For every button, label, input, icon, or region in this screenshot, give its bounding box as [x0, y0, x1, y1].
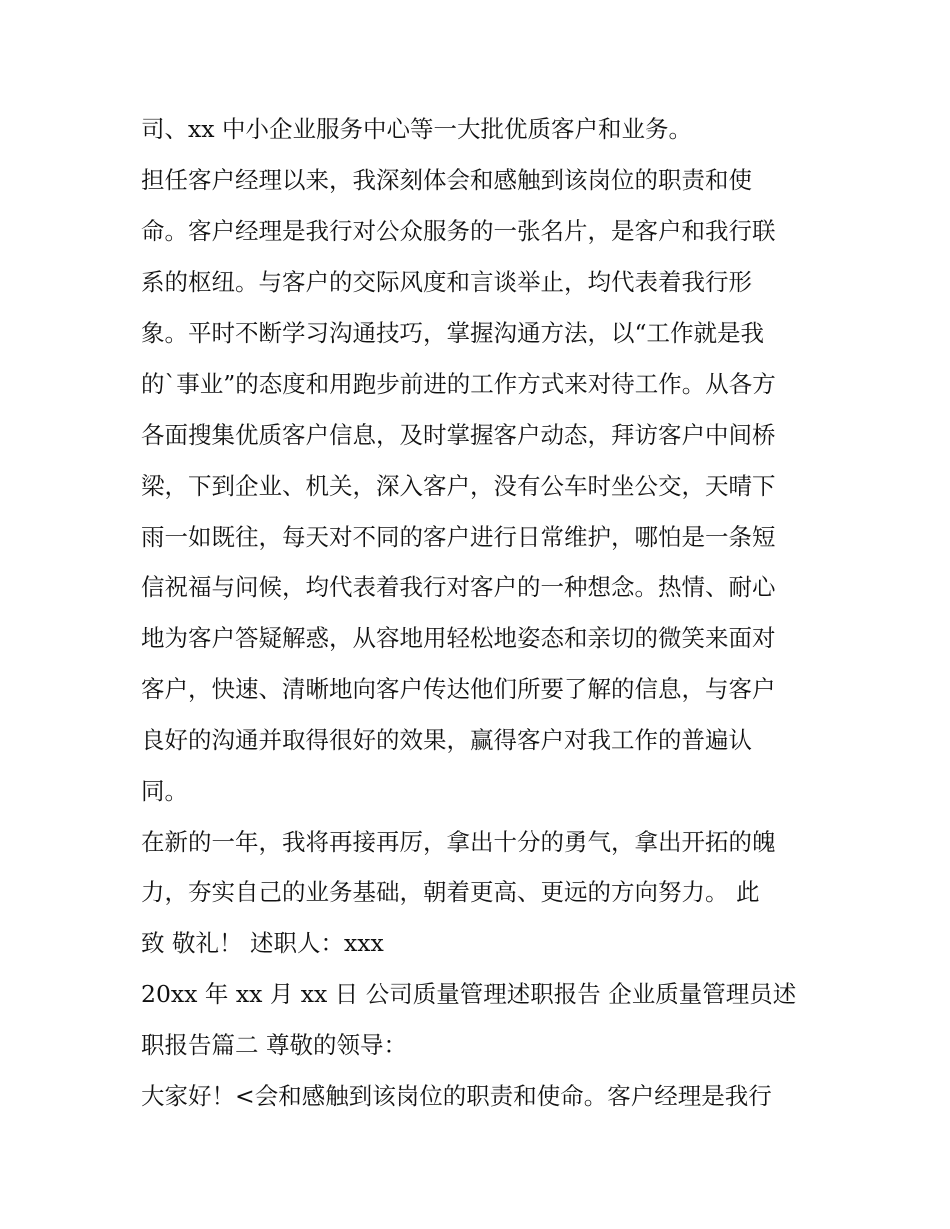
- text-line: 命。客户经理是我行对公众服务的一张名片，是客户和我行联: [141, 217, 776, 245]
- text-line: 系的枢纽。与客户的交际风度和言谈举止，均代表着我行形: [141, 268, 752, 296]
- text-line: 地为客户答疑解惑，从容地用轻松地姿态和亲切的微笑来面对: [141, 624, 776, 652]
- text-line: 在新的一年，我将再接再厉，拿出十分的勇气，拿出开拓的魄: [141, 828, 776, 856]
- text-line: 良好的沟通并取得很好的效果，赢得客户对我工作的普遍认: [141, 726, 752, 754]
- text-line: 客户，快速、清晰地向客户传达他们所要了解的信息，与客户: [141, 675, 776, 703]
- text-line: 力，夯实自己的业务基础，朝着更高、更远的方向努力。 此: [141, 878, 760, 906]
- text-line: 象。平时不断学习沟通技巧，掌握沟通方法，以“工作就是我: [141, 319, 765, 347]
- text-line: 司、xx 中小企业服务中心等一大批优质客户和业务。: [141, 115, 692, 143]
- text-line: 20xx 年 xx 月 xx 日 公司质量管理述职报告 企业质量管理员述: [141, 980, 797, 1008]
- text-line: 各面搜集优质客户信息，及时掌握客户动态，拜访客户中间桥: [141, 421, 776, 449]
- text-line: 的`事业”的态度和用跑步前进的工作方式来对待工作。从各方: [141, 370, 776, 398]
- text-line: 致 敬礼！ 述职人：xxx: [141, 929, 384, 957]
- text-line: 职报告篇二 尊敬的领导：: [141, 1031, 407, 1059]
- text-line: 雨一如既往，每天对不同的客户进行日常维护，哪怕是一条短: [141, 523, 776, 551]
- text-line: 同。: [141, 777, 188, 805]
- text-line: 担任客户经理以来，我深刻体会和感触到该岗位的职责和使: [141, 166, 752, 194]
- text-line: 大家好！<会和感触到该岗位的职责和使命。客户经理是我行: [141, 1082, 772, 1110]
- text-line: 梁，下到企业、机关，深入客户，没有公车时坐公交，天晴下: [141, 472, 776, 500]
- text-line: 信祝福与问候，均代表着我行对客户的一种想念。热情、耐心: [141, 573, 776, 601]
